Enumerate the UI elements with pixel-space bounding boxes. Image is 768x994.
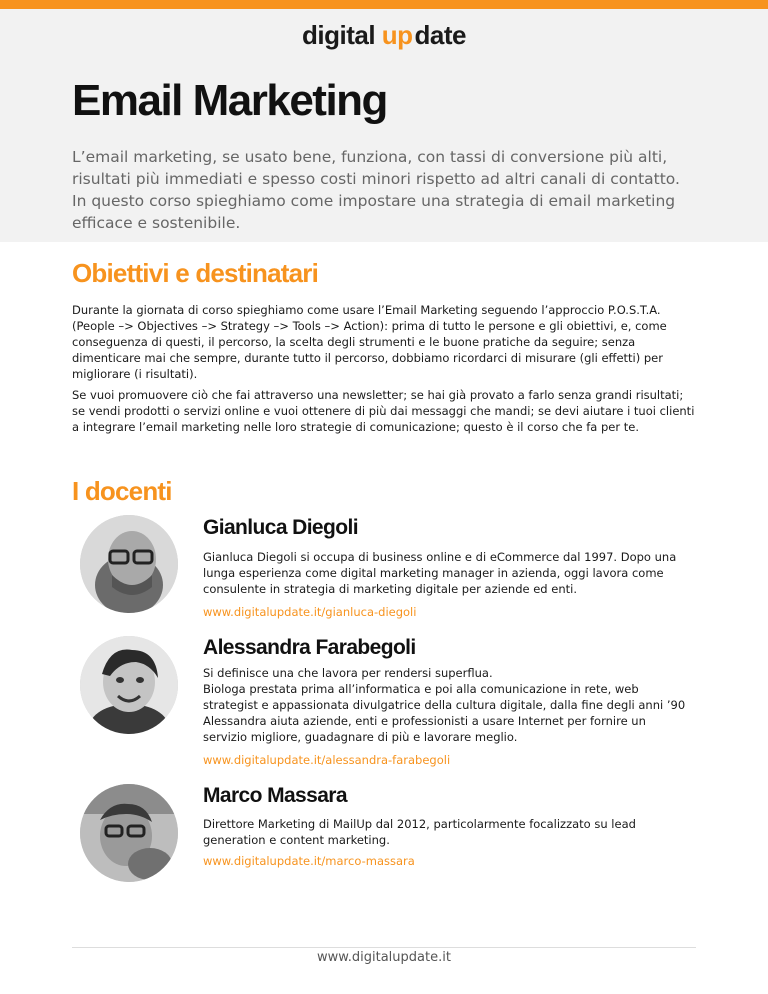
portrait-image — [80, 784, 178, 882]
teacher-photo-gianluca-diegoli — [80, 515, 178, 613]
logo-text-date: date — [414, 20, 467, 50]
objectives-paragraph-1: Durante la giornata di corso spieghiamo come usare l’Email Marketing seguendo l’approccio P.O.S.T.A. (People –> Objectives –> Strategy –> Tools –> Action): prima di tutto le persone e gli obiettivi, e, come conseguenza di questi, il percorso, la scelta degli strumenti e le buone pratiche da seguire; senza dimenticare mai che sempre, durante tutto il percorso, dobbiamo ricordarci di misurare (gli effetti) per migliorare (i risultati). — [72, 303, 667, 381]
footer-divider — [72, 947, 696, 948]
footer-website-link[interactable]: www.digitalupdate.it — [317, 950, 451, 965]
logo-text-digital: digital — [301, 20, 376, 50]
teacher-profile-link[interactable]: www.digitalupdate.it/marco-massara — [203, 854, 415, 868]
objectives-paragraph-2: Se vuoi promuovere ciò che fai attraverso una newsletter; se hai già provato a farlo senza grandi risultati; se vendi prodotti o servizi online e vuoi ottenere di più dai messaggi che mandi; se devi aiutare i tuoi clienti a integrare l’email marketing nelle loro strategie di comunicazione; questo è il corso che fa per te. — [72, 388, 695, 434]
teacher-bio: Biologa prestata prima all’informatica e poi alla comunicazione in rete, web strategist e appassionata divulgatrice della cultura digitale, dalla fine degli anni ’90 Alessandra aiuta aziende, enti e professionisti a usare Internet per fornire un servizio migliore, guadagnare di più e lavorare meglio. — [203, 682, 686, 744]
teacher-profile-link[interactable]: www.digitalupdate.it/alessandra-farabegoli — [203, 753, 451, 767]
intro-text: L’email marketing, se usato bene, funziona, con tassi di conversione più alti, risultati più immediati e spesso costi minori rispetto ad altri canali di contatto. In questo corso spieghiamo come impostare una strategia di email marketing efficace e sostenibile. — [72, 148, 680, 232]
teacher-photo-marco-massara — [80, 784, 178, 882]
teacher-photo-alessandra-farabegoli — [80, 636, 178, 734]
teacher-bio-intro: Si definisce una che lavora per rendersi superflua. — [203, 666, 493, 680]
teacher-bio: Direttore Marketing di MailUp dal 2012, particolarmente focalizzato su lead generation e content marketing. — [203, 817, 636, 847]
teacher-name: Alessandra Farabegoli — [203, 636, 416, 659]
top-accent-bar — [0, 0, 768, 9]
portrait-image — [80, 636, 178, 734]
page-title: Email Marketing — [72, 76, 387, 125]
teacher-name: Gianluca Diegoli — [203, 516, 358, 539]
brand-logo[interactable] — [0, 20, 768, 51]
portrait-image — [80, 515, 178, 613]
section-title-objectives: Obiettivi e destinatari — [72, 258, 319, 288]
teacher-name: Marco Massara — [203, 784, 347, 807]
section-title-teachers: I docenti — [72, 476, 172, 506]
logo-text-up: up — [381, 20, 413, 50]
teacher-profile-link[interactable]: www.digitalupdate.it/gianluca-diegoli — [203, 605, 417, 619]
teacher-bio: Gianluca Diegoli si occupa di business online e di eCommerce dal 1997. Dopo una lunga esperienza come digital marketing manager in azienda, oggi lavora come consulente in strategia di marketing digitale per aziende ed enti. — [203, 550, 677, 596]
